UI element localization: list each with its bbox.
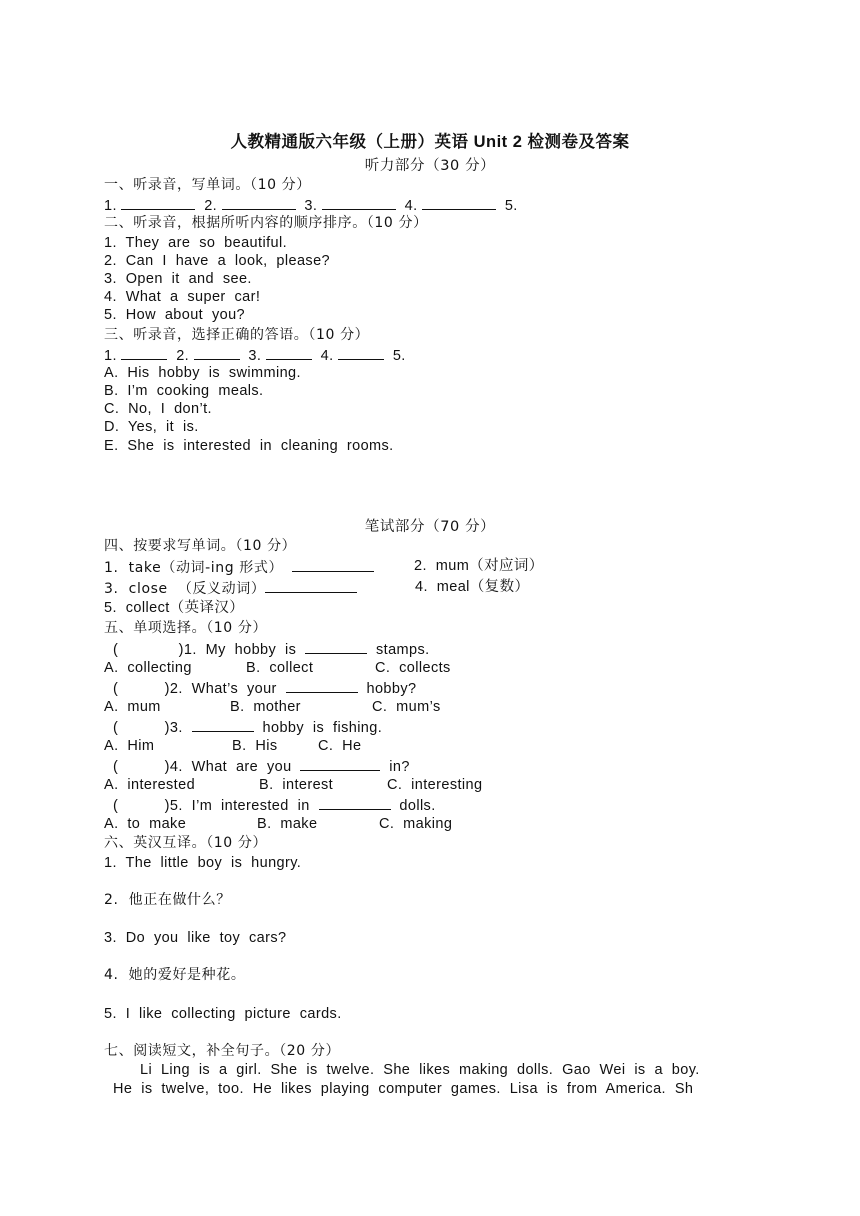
blank-label: 4. bbox=[320, 348, 334, 364]
list-item: 4. What a super car! bbox=[104, 289, 261, 305]
option-a: A. collecting bbox=[104, 660, 192, 676]
blank-label: 1. bbox=[104, 198, 117, 214]
answer-blank[interactable] bbox=[121, 195, 195, 210]
option-a: A. mum bbox=[104, 699, 161, 715]
reading-passage-line: Li Ling is a girl. She is twelve. She likes making dolls. Gao Wei is a boy. bbox=[140, 1062, 700, 1078]
section-4-heading: 四、按要求写单词。（10 分） bbox=[104, 538, 297, 554]
written-heading: 笔试部分（70 分） bbox=[364, 519, 496, 535]
translation-item: 1. The little boy is hungry. bbox=[104, 855, 302, 871]
section-2-heading: 二、听录音，根据所听内容的顺序排序。（10 分） bbox=[104, 215, 428, 231]
option-c: C. making bbox=[379, 816, 453, 832]
option-a: A. interested bbox=[104, 777, 196, 793]
question-text: 1. My hobby is bbox=[183, 642, 297, 658]
listening-heading: 听力部分（30 分） bbox=[364, 158, 496, 174]
answer-blank[interactable] bbox=[422, 195, 496, 210]
option-b: B. mother bbox=[230, 699, 301, 715]
section-6-heading: 六、英汉互译。（10 分） bbox=[104, 835, 268, 851]
list-item: 2. Can I have a look, please? bbox=[104, 253, 330, 269]
question-text: hobby is fishing. bbox=[262, 720, 383, 736]
answer-blank[interactable] bbox=[319, 795, 391, 810]
task-label: 3. close （反义动词） bbox=[104, 581, 266, 597]
answer-blank[interactable] bbox=[286, 678, 358, 693]
task-label: 1. take（动词-ing 形式） bbox=[104, 560, 284, 576]
answer-blank[interactable] bbox=[265, 578, 357, 593]
word-task bbox=[104, 557, 374, 577]
option-a: A. Him bbox=[104, 738, 155, 754]
blank-label: 5. bbox=[504, 198, 518, 214]
option-b: B. interest bbox=[259, 777, 334, 793]
word-task: 5. collect（英译汉） bbox=[104, 600, 245, 616]
answer-blank[interactable] bbox=[322, 195, 396, 210]
question-text: in? bbox=[389, 759, 410, 775]
question-5: ( )5. I’m interested in dolls. bbox=[113, 795, 436, 815]
blank-label: 4. bbox=[404, 198, 418, 214]
option-b: B. His bbox=[232, 738, 278, 754]
question-text: 3. bbox=[169, 720, 183, 736]
question-text: 5. I’m interested in bbox=[169, 798, 310, 814]
question-text: hobby? bbox=[366, 681, 417, 697]
option-c: C. collects bbox=[375, 660, 451, 676]
answer-blank[interactable] bbox=[300, 756, 380, 771]
answer-blank[interactable] bbox=[305, 639, 367, 654]
section-7-heading: 七、阅读短文，补全句子。（20 分） bbox=[104, 1043, 341, 1059]
list-item: 3. Open it and see. bbox=[104, 271, 252, 287]
option-a: A. to make bbox=[104, 816, 187, 832]
answer-blank[interactable] bbox=[338, 345, 384, 360]
question-4: ( )4. What are you in? bbox=[113, 756, 410, 776]
translation-item: 3. Do you like toy cars? bbox=[104, 930, 287, 946]
section-5-heading: 五、单项选择。（10 分） bbox=[104, 620, 268, 636]
question-3: ( )3. hobby is fishing. bbox=[113, 717, 382, 737]
option-item: D. Yes, it is. bbox=[104, 419, 199, 435]
question-2: ( )2. What’s your hobby? bbox=[113, 678, 416, 698]
answer-blank[interactable] bbox=[292, 557, 374, 572]
list-item: 1. They are so beautiful. bbox=[104, 235, 288, 251]
translation-item: 4. 她的爱好是种花。 bbox=[104, 967, 246, 983]
answer-blank[interactable] bbox=[121, 345, 167, 360]
question-text: 4. What are you bbox=[169, 759, 292, 775]
blank-label: 3. bbox=[304, 198, 318, 214]
option-item: A. His hobby is swimming. bbox=[104, 365, 301, 381]
option-item: C. No, I don’t. bbox=[104, 401, 212, 417]
section-3-blanks bbox=[104, 345, 406, 365]
word-task bbox=[104, 578, 357, 598]
question-text: dolls. bbox=[399, 798, 436, 814]
list-item: 5. How about you? bbox=[104, 307, 245, 323]
document-title: 人教精通版六年级（上册）英语 Unit 2 检测卷及答案 bbox=[230, 133, 630, 151]
option-b: B. make bbox=[257, 816, 318, 832]
blank-label: 3. bbox=[248, 348, 262, 364]
option-item: E. She is interested in cleaning rooms. bbox=[104, 438, 394, 454]
option-b: B. collect bbox=[246, 660, 314, 676]
section-3-heading: 三、听录音，选择正确的答语。（10 分） bbox=[104, 327, 370, 343]
word-task: 4. meal（复数） bbox=[415, 579, 530, 595]
blank-label: 2. bbox=[204, 198, 218, 214]
word-task: 2. mum（对应词） bbox=[414, 558, 544, 574]
translation-item: 5. I like collecting picture cards. bbox=[104, 1006, 342, 1022]
blank-label: 2. bbox=[176, 348, 190, 364]
option-c: C. He bbox=[318, 738, 362, 754]
translation-item: 2. 他正在做什么？ bbox=[104, 892, 231, 908]
answer-blank[interactable] bbox=[266, 345, 312, 360]
option-item: B. I’m cooking meals. bbox=[104, 383, 264, 399]
option-c: C. interesting bbox=[387, 777, 483, 793]
option-c: C. mum’s bbox=[372, 699, 441, 715]
answer-blank[interactable] bbox=[222, 195, 296, 210]
blank-label: 1. bbox=[104, 348, 117, 364]
question-1: ( )1. My hobby is stamps. bbox=[113, 639, 430, 659]
answer-blank[interactable] bbox=[194, 345, 240, 360]
reading-passage-line: He is twelve, too. He likes playing computer games. Lisa is from America. Sh bbox=[113, 1081, 694, 1097]
answer-blank[interactable] bbox=[192, 717, 254, 732]
blank-label: 5. bbox=[392, 348, 406, 364]
question-text: stamps. bbox=[376, 642, 430, 658]
section-1-heading: 一、听录音，写单词。（10 分） bbox=[104, 177, 311, 193]
section-1-blanks bbox=[104, 195, 518, 215]
question-text: 2. What’s your bbox=[169, 681, 277, 697]
